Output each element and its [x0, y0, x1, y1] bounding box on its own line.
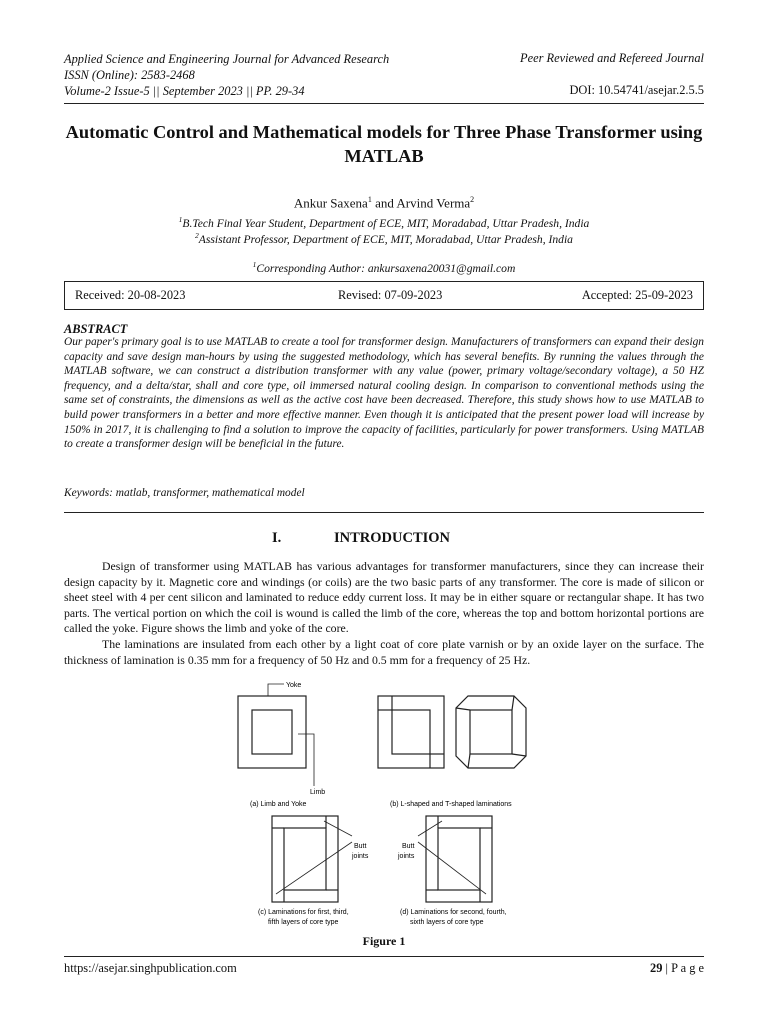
abstract-divider	[64, 512, 704, 513]
core-a-outer	[238, 696, 306, 768]
core-b1-inner	[392, 710, 430, 754]
corresponding-text: Corresponding Author: ankursaxena20031@gmail.com	[256, 261, 516, 275]
intro-paragraph-1: Design of transformer using MATLAB has various advantages for transformer manufacturers, since they can increase their design capacity by it. Magnetic core and windings (or coils) are the two basic parts of any transformer. The core is made of silicon or sheet steel with 4 per cent silicon and laminated to reduce eddy current loss. It may be in either square or rectangular shape. It has two parts. The vertical portion on which the coil is wound is called the limb of the core, whereas the top and bottom horizontal portions are called the yoke. Figure shows the limb and yoke of the core.	[64, 559, 704, 636]
authors-line	[64, 195, 704, 211]
introduction-body	[64, 559, 704, 668]
author-1-sup: 1	[367, 195, 372, 204]
corresponding-author	[64, 260, 704, 275]
core-b1-outer	[378, 696, 444, 768]
caption-d-line-2: sixth layers of core type	[410, 919, 484, 926]
section-number: I.	[272, 530, 282, 546]
figure-caption: Figure 1	[362, 934, 406, 948]
accepted-date: Accepted: 25-09-2023	[581, 288, 693, 302]
author-2: Arvind Verma	[396, 195, 471, 211]
keywords: Keywords: matlab, transformer, mathematical model	[64, 487, 305, 499]
header-divider	[64, 103, 704, 104]
caption-a: (a) Limb and Yoke	[250, 801, 307, 808]
journal-name: Applied Science and Engineering Journal for Advanced Research	[64, 52, 390, 66]
abstract-heading: ABSTRACT	[64, 322, 128, 336]
footer-divider	[64, 956, 704, 957]
label-joints-2: joints	[398, 853, 415, 860]
core-d-inner	[438, 828, 480, 890]
corresponding-sup: 1	[252, 260, 257, 269]
caption-c-line-2: fifth layers of core type	[268, 919, 339, 926]
footer-url[interactable]: https://asejar.singhpublication.com	[64, 961, 237, 975]
page-number: 29	[650, 961, 663, 975]
doi: DOI: 10.54741/asejar.2.5.5	[569, 83, 704, 97]
intro-paragraph-2: The laminations are insulated from each other by a light coat of core plate varnish or by an oxide layer on the surface. The thickness of lamination is 0.35 mm for a frequency of 50 Hz and 0.5 mm for a frequency of 25 Hz.	[64, 636, 704, 667]
affiliation-1	[64, 215, 704, 230]
caption-b: (b) L-shaped and T-shaped laminations	[390, 801, 512, 808]
section-name: INTRODUCTION	[334, 530, 451, 546]
affiliation-2	[64, 231, 704, 246]
affiliation-1-text: B.Tech Final Year Student, Department of ECE, MIT, Moradabad, Uttar Pradesh, India	[182, 216, 590, 230]
caption-d-line-1: (d) Laminations for second, fourth,	[400, 909, 507, 916]
core-b2-inner	[470, 710, 512, 754]
peer-review-label: Peer Reviewed and Refereed Journal	[520, 51, 704, 65]
core-d-outer	[426, 816, 492, 902]
label-butt-1: Butt	[354, 843, 367, 850]
author-2-sup: 2	[470, 195, 475, 204]
label-butt-2: Butt	[402, 843, 415, 850]
core-laminations-diagram	[232, 676, 544, 934]
author-1: Ankur Saxena	[293, 195, 368, 211]
authors-conjunction: and	[371, 195, 397, 211]
label-limb: Limb	[310, 789, 326, 796]
received-date: Received: 20-08-2023	[75, 288, 186, 302]
caption-c-line-1: (c) Laminations for first, third,	[258, 909, 349, 916]
revised-date: Revised: 07-09-2023	[338, 288, 443, 302]
footer-page-number	[650, 961, 704, 976]
affiliation-1-sup: 1	[178, 215, 183, 224]
core-c-outer	[272, 816, 338, 902]
core-c-inner	[284, 828, 326, 890]
affiliation-2-text: Assistant Professor, Department of ECE, MIT, Moradabad, Uttar Pradesh, India	[198, 232, 573, 246]
affiliation-2-sup: 2	[195, 231, 199, 240]
figure-1	[232, 676, 544, 934]
dates-box	[64, 281, 704, 310]
page-label: | P a g e	[662, 961, 704, 975]
core-b2-outer	[456, 696, 526, 768]
paper-title: Automatic Control and Mathematical models for Three Phase Transformer using MATLAB	[65, 122, 703, 166]
journal-volume: Volume-2 Issue-5 || September 2023 || PP. 29-34	[64, 84, 305, 98]
journal-issn: ISSN (Online): 2583-2468	[64, 68, 195, 82]
label-yoke: Yoke	[286, 682, 302, 689]
core-a-inner	[252, 710, 292, 754]
label-joints-1: joints	[352, 853, 369, 860]
abstract-text: Our paper's primary goal is to use MATLAB to create a tool for transformer design. Manufacturers of transformers can expand their design capacity and save design man-hours by using the suggested methodology, which has several benefits. By running the values through the MATLAB software, we can construct a distribution transformer with any value (power, primary voltage/secondary voltage), a 50 HZ frequency, and a delta/star, shall and core type, oil immersed natural cooling design. In comparison to conventional methods using the same set of constraints, the dimensions as well as the active cost have been decreased. Therefore, this study shows how to use MATLAB to build power transformers in a better and more effective manner. Even though it is anticipated that the present power load will increase by 150% in 2017, it is challenging to find a solution to improve the capacity of facilities, particularly for power transformers. Using MATLAB to create a transformer design will be beneficial in the future.	[64, 336, 704, 451]
